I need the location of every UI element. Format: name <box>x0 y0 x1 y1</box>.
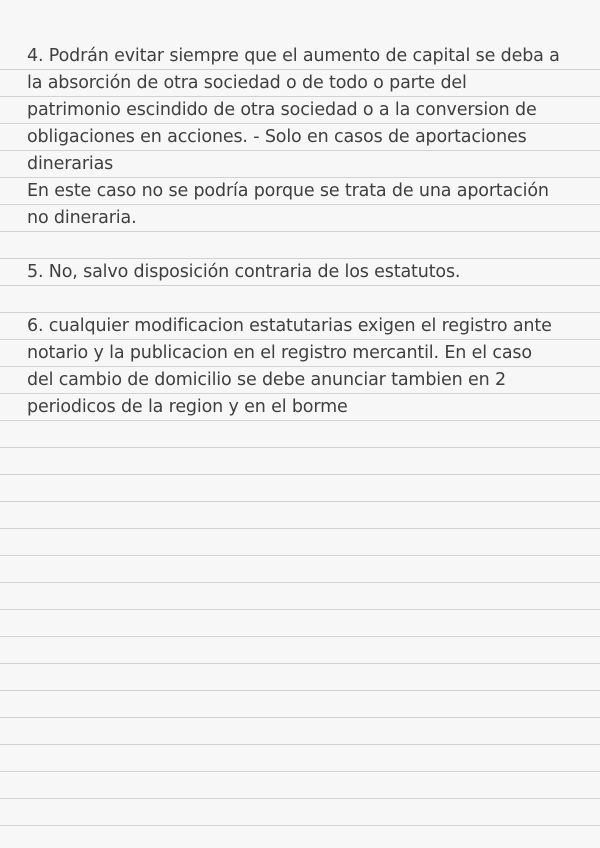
ruled-line <box>0 798 600 799</box>
text-line: 6. cualquier modificacion estatutarias exigen el registro ante <box>27 316 552 336</box>
ruled-line <box>0 636 600 637</box>
text-line: En este caso no se podría porque se trata de una aportación <box>27 181 549 201</box>
ruled-line <box>0 717 600 718</box>
blank-line <box>27 232 577 259</box>
text-line: del cambio de domicilio se debe anunciar tambien en 2 <box>27 370 506 390</box>
text-line: notario y la publicacion en el registro mercantil. En el caso <box>27 343 532 363</box>
ruled-line <box>0 474 600 475</box>
ruled-line <box>0 690 600 691</box>
ruled-line <box>0 528 600 529</box>
ruled-line <box>0 555 600 556</box>
ruled-line <box>0 501 600 502</box>
ruled-line <box>0 447 600 448</box>
ruled-line <box>0 609 600 610</box>
ruled-line <box>0 825 600 826</box>
text-line: periodicos de la region y en el borme <box>27 397 348 417</box>
ruled-line <box>0 582 600 583</box>
ruled-line <box>0 744 600 745</box>
text-line: 4. Podrán evitar siempre que el aumento de capital se deba a <box>27 46 560 66</box>
text-line: dinerarias <box>27 154 114 174</box>
note-text[interactable] <box>27 43 577 421</box>
ruled-line <box>0 771 600 772</box>
text-line: 5. No, salvo disposición contraria de los estatutos. <box>27 262 461 282</box>
text-line: patrimonio escindido de otra sociedad o a la conversion de <box>27 100 537 120</box>
text-line: no dineraria. <box>27 208 137 228</box>
ruled-line <box>0 663 600 664</box>
text-line: obligaciones en acciones. - Solo en casos de aportaciones <box>27 127 527 147</box>
blank-line <box>27 286 577 313</box>
text-line: la absorción de otra sociedad o de todo o parte del <box>27 73 467 93</box>
